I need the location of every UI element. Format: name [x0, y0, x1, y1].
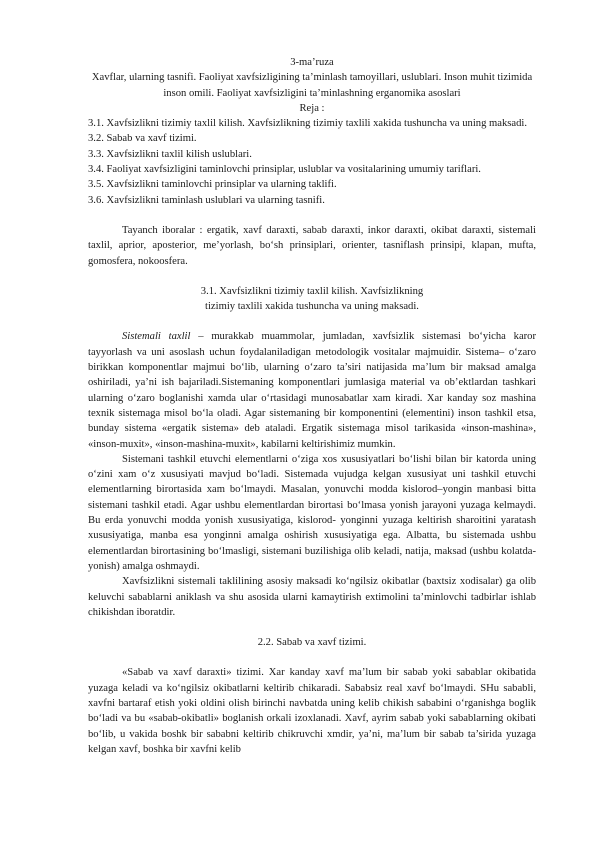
section-1-paragraph-1: [88, 329, 536, 451]
lecture-title: Xavflar, ularning tasnifi. Faoliyat xavfsizligining ta’minlash tamoyillari, uslublari. Inson muhit tizimida inson omili. Faoliyat xavfsizligini ta’minlashning erganomika asoslari: [91, 72, 533, 99]
section-1-heading-line-2: tizimiy taxlili xakida tushuncha va uning maksadi.: [205, 301, 419, 313]
plan-item: 3.2. Sabab va xavf tizimi.: [88, 133, 197, 145]
plan-label: Reja :: [299, 102, 325, 114]
section-2-paragraph-1: «Sabab va xavf daraxti» tizimi. Xar kanday xavf ma’lum bir sabab yoki sabablar okibatida yuzaga keladi va ko‘ngilsiz okibatlarni keltirib chikaradi. Sababsiz real xavf bo‘lmaydi. SHu sababli, xavfni bartaraf etish yoki oldini olish birinchi navbatda uning kelib chikish sababini o‘rganishga boglik bo‘ladi va bu «sabab-okibatli» boglanish orkali izoxlanadi. Xavf, ayrim sabab yoki sabablarning okibati bo‘lib, u vakida boshk bir sababni keltirib chikruvchi xmdir, ya’ni, ma’lum bir sabab ta’sirida yuzaga kelgan xavf, boshka bir xavfni kelib: [88, 667, 536, 755]
plan-item: 3.4. Faoliyat xavfsizligini taminlovchi prinsiplar, uslublar va vositalarining umumiy tariflari.: [88, 164, 481, 176]
section-2-heading: 2.2. Sabab va xavf tizimi.: [257, 637, 367, 649]
plan-item: 3.6. Xavfsizlikni taminlash uslublari va ularning tasnifi.: [88, 194, 325, 206]
keywords-paragraph: Tayanch iboralar : ergatik, xavf daraxti, sabab daraxti, inkor daraxti, okibat daraxti, sistemali taxlil, aprior, aposterior, me’yorlash, bo‘sh prinsiplari, orienter, tasniflash prinsipi, klapan, mufta, gomosfera, nokoosfera.: [88, 224, 536, 267]
plan-item: 3.1. Xavfsizlikni tizimiy taxlil kilish. Xavfsizlikning tizimiy taxlili xakida tushuncha va uning maksadi.: [88, 118, 527, 130]
plan-item: 3.5. Xavfsizlikni taminlovchi prinsiplar va ularning taklifi.: [88, 179, 337, 191]
section-1-paragraph-3: Xavfsizlikni sistemali taklilining asosiy maksadi ko‘ngilsiz okibatlar (baxtsiz xodisalar) ga olib keluvchi sabablarni aniklash va shu asosida ularni kamaytirish extimolini ta’minlovchi tadbirlar ishlab chikishdan iboratdir.: [88, 576, 536, 618]
document-content: [88, 55, 536, 757]
section-1-paragraph-1-text: – murakkab muammolar, jumladan, xavfsizlik sistemasi bo‘yicha karor tayyorlash va uni asoslash uchun foydalaniladigan metodologik vositalar majmuidir. Sistema– o‘zaro birikkan komponentlar majmui bo‘lib, ularning o‘zaro ta’siri natijasida ma’lum bir maksad amalga oshiriladi, ya’ni ish bajariladi.Sistemaning komponentlari jumlasiga material va ob’ektlardan tashkari ularning o‘zaro boglanishi xamda ular o‘rtasidagi munosabatlar xam kiradi. Xar kanday soz mashina texnik sistemaga misol bo‘la oladi. Agar sistemaning bir komponentini (elementini) inson tashkil etsa, bunday sistema «ergatik sistema» deb ataladi. Ergatik sistemaga misol tarikasida «inson-mashina», «inson-muxit», «inson-mashina-muxit», kabilarni keltirishimiz mumkin.: [88, 331, 537, 450]
plan-item: 3.3. Xavfsizlikni taxlil kilish uslublari.: [88, 148, 252, 160]
term-sistemali-taxlil: Sistemali taxlil: [122, 331, 191, 343]
plan-list: [88, 116, 536, 208]
section-1-heading-line-1: 3.1. Xavfsizlikni tizimiy taxlil kilish. Xavfsizlikning: [200, 285, 424, 297]
lecture-number: 3-ma’ruza: [290, 57, 334, 68]
section-1-paragraph-2: Sistemani tashkil etuvchi elementlarni o‘ziga xos xususiyatlari bo‘lishi bilan bir katorda uning o‘zini xam o‘z xususiyati mavjud bo‘ladi. Sistemada vujudga kelgan xususiyat uni tashkil etuvchi elementlarning birortasida xam bo‘lmaydi. Masalan, yonuvchi modda kislorod–yongin manbasi bitta sistemani tashkil etadi. Agar ushbu elementlardan birortasi bo‘lmasa yonish jarayoni yuzaga kelmaydi. Bu erda yonuvchi modda yonish xususiyatiga, kislorod- yonginni yuzaga keltirish sharoitini yaratash xususiyatiga, manba esa yonginni amalga oshirish xususiyatiga ega. Albatta, bu sistemada ushbu elementlardan birortasining bo‘lmasligi, sistemani buzilishiga olib keladi, natija, maksad (ushbu kolatda-yonish) amalga oshmaydi.: [88, 453, 536, 572]
